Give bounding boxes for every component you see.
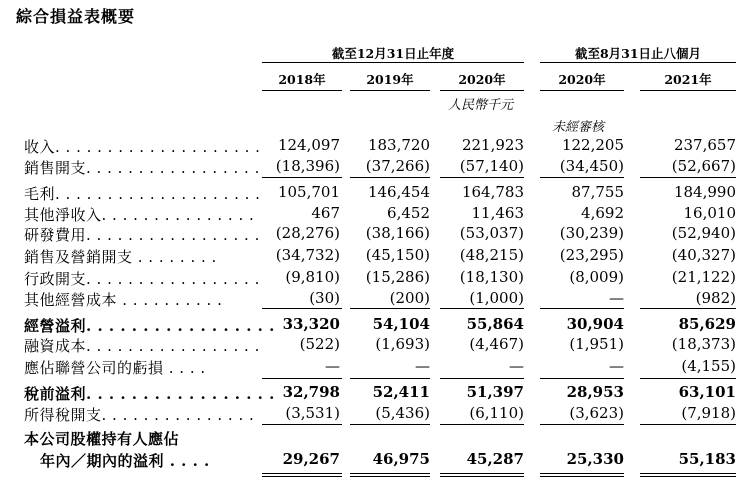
subtotal-rule <box>262 308 342 309</box>
row-value: (8,009) <box>569 268 624 286</box>
row-value: (30,239) <box>559 224 624 242</box>
row-value: 184,990 <box>673 183 736 201</box>
row-label: 研發費用. . . . . . . . . . . . . . . . . <box>24 226 260 244</box>
table-row <box>0 315 750 335</box>
row-value: (3,531) <box>285 404 340 422</box>
total-double-rule <box>350 473 430 477</box>
row-value: (40,327) <box>671 246 736 264</box>
row-value: (3,623) <box>569 404 624 422</box>
column-header: 2019年 <box>366 72 414 87</box>
table-row <box>0 204 750 224</box>
row-value: — <box>325 357 340 375</box>
row-value: (52,940) <box>671 224 736 242</box>
subtotal-rule <box>350 424 430 425</box>
page-title: 綜合損益表概要 <box>16 7 136 26</box>
row-value: (28,276) <box>275 224 340 242</box>
table-row <box>0 383 750 403</box>
row-value: (18,373) <box>671 335 736 353</box>
row-value: 221,923 <box>461 136 524 154</box>
subtotal-rule <box>540 378 624 379</box>
row-value: (48,215) <box>459 246 524 264</box>
row-value: (45,150) <box>365 246 430 264</box>
subtotal-rule <box>350 177 430 178</box>
row-value: (982) <box>695 289 736 307</box>
column-rule <box>262 90 342 91</box>
table-row <box>0 357 750 377</box>
subtotal-rule <box>640 177 736 178</box>
row-value: (34,450) <box>559 157 624 175</box>
row-value: 164,783 <box>461 183 524 201</box>
row-label: 行政開支. . . . . . . . . . . . . . . . . <box>24 270 260 288</box>
table-row <box>0 268 750 288</box>
total-double-rule <box>262 473 342 477</box>
row-value: (1,693) <box>375 335 430 353</box>
row-value: 237,657 <box>673 136 736 154</box>
total-double-rule <box>640 473 736 477</box>
subtotal-rule <box>262 378 342 379</box>
row-value: — <box>415 357 430 375</box>
row-value: 122,205 <box>561 136 624 154</box>
period-header-eight-months: 截至8月31日止八個月 <box>574 46 702 61</box>
subtotal-rule <box>440 308 524 309</box>
final-row <box>0 428 750 448</box>
row-value: 87,755 <box>571 183 624 201</box>
row-label: 毛利. . . . . . . . . . . . . . . . . . . . <box>24 185 261 203</box>
subtotal-rule <box>262 424 342 425</box>
row-value: (52,667) <box>671 157 736 175</box>
column-header: 2020年 <box>558 72 606 87</box>
row-label: 其他經營成本 . . . . . . . . . . <box>24 291 223 309</box>
subtotal-rule <box>350 308 430 309</box>
row-value: 33,320 <box>282 315 340 333</box>
column-header: 2021年 <box>664 72 712 87</box>
row-value: (18,130) <box>459 268 524 286</box>
row-value: (21,122) <box>671 268 736 286</box>
row-label: 收入. . . . . . . . . . . . . . . . . . . . <box>24 138 261 156</box>
row-value: (34,732) <box>275 246 340 264</box>
table-row <box>0 224 750 244</box>
row-value: — <box>509 357 524 375</box>
row-value: — <box>609 357 624 375</box>
table-row <box>0 289 750 309</box>
column-rule <box>640 90 736 91</box>
subtotal-rule <box>440 177 524 178</box>
row-value: 46,975 <box>372 450 430 468</box>
subtotal-rule <box>640 308 736 309</box>
row-value: (522) <box>299 335 340 353</box>
row-label: 應佔聯營公司的虧損 . . . . <box>24 359 206 377</box>
row-value: — <box>609 289 624 307</box>
row-value: (4,155) <box>681 357 736 375</box>
row-value: (30) <box>309 289 340 307</box>
row-value: 32,798 <box>282 383 340 401</box>
subtotal-rule <box>640 378 736 379</box>
row-label: 銷售開支. . . . . . . . . . . . . . . . . <box>24 159 260 177</box>
subtotal-rule <box>540 424 624 425</box>
table-row <box>0 136 750 156</box>
row-value: (18,396) <box>275 157 340 175</box>
row-value: 4,692 <box>581 204 624 222</box>
subtotal-rule <box>540 308 624 309</box>
column-header: 2018年 <box>278 72 326 87</box>
row-value: (15,286) <box>365 268 430 286</box>
column-rule <box>350 90 430 91</box>
row-value: 11,463 <box>471 204 524 222</box>
row-label: 銷售及營銷開支 . . . . . . . . <box>24 248 217 266</box>
row-value: 29,267 <box>282 450 340 468</box>
period-rule <box>540 62 736 63</box>
final-row <box>0 450 750 470</box>
row-value: 55,864 <box>466 315 524 333</box>
row-value: 183,720 <box>367 136 430 154</box>
row-value: (37,266) <box>365 157 430 175</box>
period-rule <box>262 62 524 63</box>
row-value: 25,330 <box>566 450 624 468</box>
row-value: 124,097 <box>277 136 340 154</box>
table-row <box>0 183 750 203</box>
row-value: (9,810) <box>285 268 340 286</box>
subtotal-rule <box>440 378 524 379</box>
row-label: 經營溢利. . . . . . . . . . . . . . . . . <box>24 317 275 335</box>
row-value: 85,629 <box>678 315 736 333</box>
row-label: 年內／期內的溢利 . . . . <box>40 452 210 470</box>
row-value: (7,918) <box>681 404 736 422</box>
row-value: (5,436) <box>375 404 430 422</box>
row-value: (23,295) <box>559 246 624 264</box>
row-value: (200) <box>389 289 430 307</box>
row-value: 63,101 <box>678 383 736 401</box>
row-value: 105,701 <box>277 183 340 201</box>
row-value: (4,467) <box>469 335 524 353</box>
table-row <box>0 157 750 177</box>
row-value: 146,454 <box>367 183 430 201</box>
row-label: 所得稅開支. . . . . . . . . . . . . . . <box>24 406 255 424</box>
audit-note: 未經審核 <box>552 120 605 135</box>
row-label: 融資成本. . . . . . . . . . . . . . . . . <box>24 337 260 355</box>
table-row <box>0 246 750 266</box>
row-value: 51,397 <box>466 383 524 401</box>
row-value: 45,287 <box>466 450 524 468</box>
row-value: 6,452 <box>387 204 430 222</box>
subtotal-rule <box>540 177 624 178</box>
column-rule <box>440 90 524 91</box>
period-header-year: 截至12月31日止年度 <box>331 46 455 61</box>
row-value: 52,411 <box>372 383 430 401</box>
subtotal-rule <box>440 424 524 425</box>
row-value: (57,140) <box>459 157 524 175</box>
row-value: (6,110) <box>469 404 524 422</box>
row-value: (1,000) <box>469 289 524 307</box>
row-value: 467 <box>311 204 340 222</box>
row-label: 其他淨收入. . . . . . . . . . . . . . . <box>24 206 255 224</box>
row-value: (1,951) <box>569 335 624 353</box>
column-header: 2020年 <box>458 72 506 87</box>
row-label: 本公司股權持有人應佔 <box>24 430 180 448</box>
column-rule <box>540 90 624 91</box>
total-double-rule <box>540 473 624 477</box>
unit-label: 人民幣千元 <box>448 98 514 113</box>
table-row <box>0 404 750 424</box>
row-value: 30,904 <box>566 315 624 333</box>
subtotal-rule <box>350 378 430 379</box>
subtotal-rule <box>262 177 342 178</box>
row-value: 16,010 <box>683 204 736 222</box>
total-double-rule <box>440 473 524 477</box>
row-value: 54,104 <box>372 315 430 333</box>
row-label: 稅前溢利. . . . . . . . . . . . . . . . . <box>24 385 275 403</box>
row-value: 28,953 <box>566 383 624 401</box>
row-value: (53,037) <box>459 224 524 242</box>
table-row <box>0 335 750 355</box>
row-value: 55,183 <box>678 450 736 468</box>
subtotal-rule <box>640 424 736 425</box>
row-value: (38,166) <box>365 224 430 242</box>
